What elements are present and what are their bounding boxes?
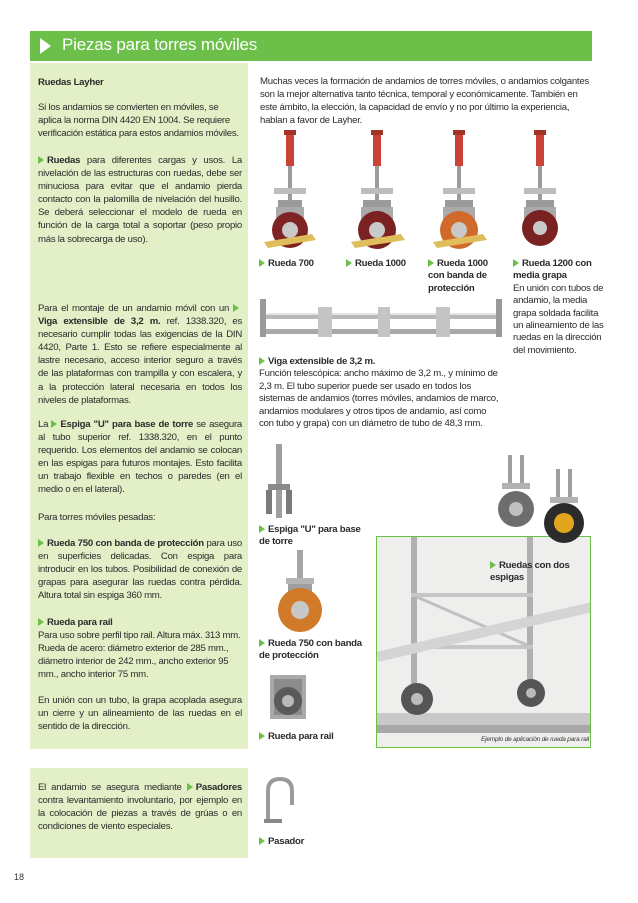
bullet-arrow-icon [38,539,44,547]
paragraph-rueda-rail: Rueda para raíl Para uso sobre perfil tipo rail. Altura máx. 313 mm. Rueda de acero: diámetro exterior de 285 mm., diámetro interior de 242 mm., ancho exterior 95 mm., ancho interior 75 mm. [38,617,241,681]
paragraph-viga: Para el montaje de un andamio móvil con un Viga extensible de 3,2 m. ref. 1338.320, es necesario cumplir todas las exigencias de la DIN 4420, Parte 1. Esto se refiere especialmente al lastre necesario, acceso interior seguro a través de las plataformas con trampilla y con escalera, y a la protección lateral necesaria en todos los niveles de plataformas. [38,303,243,406]
caption-pasador: Pasador [259,836,339,848]
paragraph-rueda-750: Rueda 750 con banda de protección para uso en superficies delicadas. Con espiga para introducir en los tubos. Posibilidad de conexión de grapas para asegurar las ruedas contra pérdida. Altura total sin espiga 360 mm. [38,538,242,602]
caption-example: Ejemplo de aplicación de rueda para rail [481,736,589,743]
caption-rueda-700: Rueda 700 [259,258,339,270]
caption-espiga: Espiga "U" para base de torre [259,524,361,548]
paragraph-grapa: En unión con un tubo, la grapa acoplada asegura un cierre y un alineamiento de las ruedas en el sentido de la dirección. [38,695,242,733]
bullet-arrow-icon [187,783,193,791]
rueda-750-image [270,550,330,634]
caption-rueda-1200: Rueda 1200 con media grapa En unión con tubos de andamio, la media grapa soldada facilita un alineamiento de las ruedas en la dirección del movimiento. [513,258,604,356]
paragraph-pasadores: El andamio se asegura mediante Pasadores contra levantamiento involuntario, por ejemplo en la colocación de piezas a través de grúas o en condiciones de viento especiales. [38,782,242,833]
bullet-arrow-icon [490,561,496,569]
caption-ruedas-dos-espigas: Ruedas con dos espigas [490,560,570,584]
viga-extensible-image [258,293,504,343]
rueda-1200-image [510,130,570,254]
bullet-arrow-icon [233,304,239,312]
paragraph-torres-pesadas: Para torres móviles pesadas: [38,512,156,523]
bullet-arrow-icon [38,618,44,626]
page-number: 18 [14,872,25,882]
bullet-arrow-icon [259,732,265,740]
espiga-u-image [262,444,298,518]
paragraph-espiga: La Espiga "U" para base de torre se asegura al tubo superior ref. 1338.320, en el punto requerido. Los elementos del andamio se colocan en las espigas para futuros montajes. Esto facilita un trabajo flexible en techos o paredes (en el medio o en el lateral). [38,419,242,496]
section-header [30,31,592,61]
bullet-arrow-icon [259,259,265,267]
intro-paragraph: Muchas veces la formación de andamios de torres móviles, o andamios colgantes son la mejor alternativa tanto técnica, temporal y económicamente. También en este ámbito, la elección, la capacidad de envío y no por último la experiencia, hablan a favor de Layher. [260,76,589,127]
rueda-1000-banda-image [425,130,495,254]
section-title: Piezas para torres móviles [62,35,258,54]
caption-viga: Viga extensible de 3,2 m. Función telescópica: ancho máximo de 3,2 m., y mínimo de 2,3 m. El tubo superior puede ser usado en todos los sistemas de andamios (torres móviles, andamios de marco, andamios modulares y otros tipos de andamio, así como con tubo y grapa) con un diámetro de tubo de 48,3 mm. [259,356,499,430]
caption-rueda-1000-banda: Rueda 1000 con banda de protección [428,258,488,294]
pasador-image [258,775,306,827]
bullet-arrow-icon [259,639,265,647]
bullet-arrow-icon [346,259,352,267]
bullet-arrow-icon [51,420,57,428]
paragraph-ruedas: Ruedas para diferentes cargas y usos. La nivelación de las estructuras con ruedas, debe ser minuciosa para evitar que el andamio pierda contacto con la palomilla de nivelación del husillo. Se deberá seleccionar el modelo de rueda en función de la carga total a soportar (peso propio más la sobrecarga de uso). [38,155,242,245]
bullet-arrow-icon [259,837,265,845]
caption-rueda-rail: Rueda para rail [259,731,369,743]
rueda-rail-image [268,673,308,723]
caption-rueda-1000: Rueda 1000 [346,258,426,270]
rueda-1000-image [343,130,413,254]
arrow-right-icon [40,38,51,54]
bullet-arrow-icon [428,259,434,267]
caption-rueda-750: Rueda 750 con banda de protección [259,638,362,662]
bullet-arrow-icon [513,259,519,267]
bullet-arrow-icon [38,156,44,164]
bullet-arrow-icon [259,525,265,533]
paragraph-din: Si los andamios se convierten en móviles, se aplica la norma DIN 4420 EN 1004. Se requiere verificación estática para estos andamios móviles. [38,102,239,140]
bullet-arrow-icon [259,357,265,365]
ruedas-dos-espigas-image [490,455,590,549]
rueda-700-image [256,130,326,254]
heading-ruedas-layher: Ruedas Layher [38,77,104,88]
